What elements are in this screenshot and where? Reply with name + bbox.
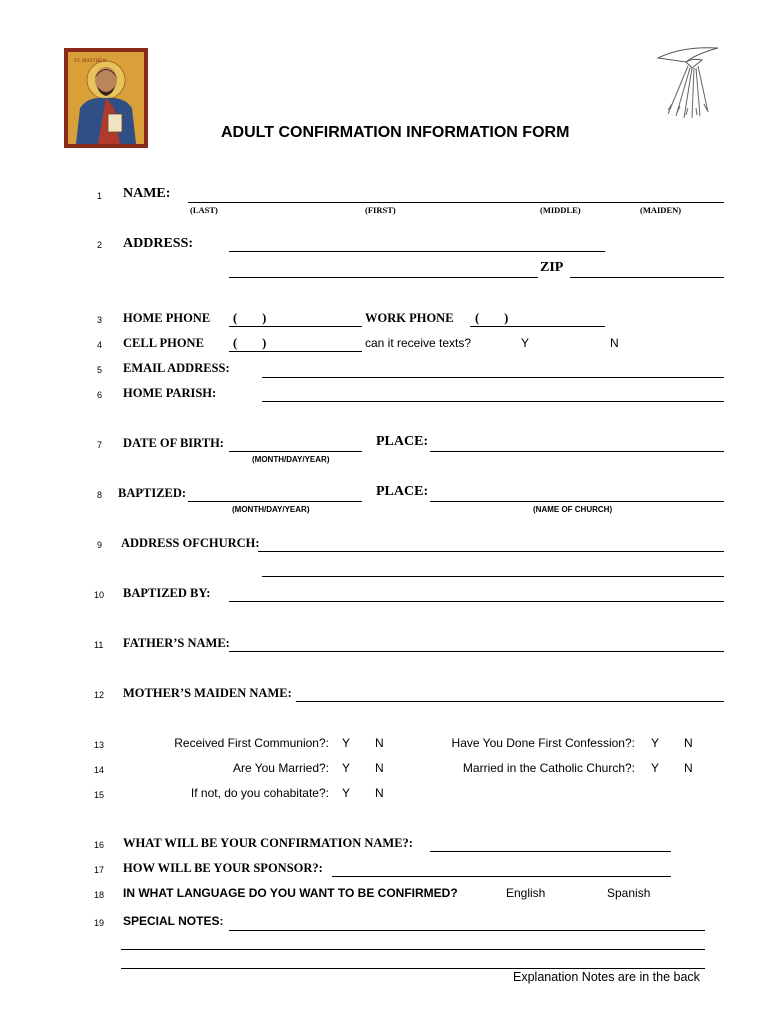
first-confession-yes[interactable]: Y xyxy=(651,736,660,750)
footer-note: Explanation Notes are in the back xyxy=(513,970,700,984)
address-line-1[interactable] xyxy=(229,251,605,252)
home-parish-label: HOME PARISH: xyxy=(123,386,217,400)
language-english[interactable]: English xyxy=(506,886,546,900)
home-phone-paren: ( ) xyxy=(233,311,267,325)
baptism-place-label: PLACE: xyxy=(376,484,429,499)
catholic-marriage-question: Married in the Catholic Church?: xyxy=(462,761,635,775)
form-title: ADULT CONFIRMATION INFORMATION FORM xyxy=(221,124,570,141)
baptized-by-label: BAPTIZED BY: xyxy=(123,586,211,600)
cell-phone-label: CELL PHONE xyxy=(123,336,204,350)
row-number: 9 xyxy=(97,540,103,550)
dob-sub: (MONTH/DAY/YEAR) xyxy=(252,455,330,464)
baptized-label: BAPTIZED: xyxy=(118,486,187,500)
icon-caption: ST. MATTHEW xyxy=(74,59,107,64)
cohabitate-no[interactable]: N xyxy=(375,786,384,800)
work-phone-line[interactable] xyxy=(470,326,605,327)
row-number: 15 xyxy=(94,790,105,800)
row-number: 8 xyxy=(97,490,103,500)
first-communion-question: Received First Communion?: xyxy=(174,736,329,750)
special-notes-label: SPECIAL NOTES: xyxy=(123,914,224,928)
special-notes-line-2[interactable] xyxy=(121,949,705,950)
church-address-line-1[interactable] xyxy=(258,551,724,552)
sponsor-line[interactable] xyxy=(332,876,671,877)
father-name-label: FATHER’S NAME: xyxy=(123,636,230,650)
language-question: IN WHAT LANGUAGE DO YOU WANT TO BE CONFIRMED? xyxy=(123,886,458,900)
sub-first: (FIRST) xyxy=(365,205,396,215)
first-communion-no[interactable]: N xyxy=(375,736,384,750)
baptized-sub: (MONTH/DAY/YEAR) xyxy=(232,505,310,514)
work-phone-label: WORK PHONE xyxy=(365,311,454,325)
row-number: 11 xyxy=(94,640,104,650)
sponsor-label: HOW WILL BE YOUR SPONSOR?: xyxy=(123,861,323,875)
zip-label: ZIP xyxy=(540,260,564,275)
first-communion-yes[interactable]: Y xyxy=(342,736,351,750)
catholic-marriage-no[interactable]: N xyxy=(684,761,693,775)
row-number: 7 xyxy=(97,440,103,450)
row-number: 1 xyxy=(97,191,103,201)
birth-place-line[interactable] xyxy=(430,451,724,452)
married-no[interactable]: N xyxy=(375,761,384,775)
row-number: 10 xyxy=(94,590,105,600)
baptism-place-line[interactable] xyxy=(430,501,724,502)
row-number: 14 xyxy=(94,765,105,775)
dove-icon xyxy=(652,44,724,120)
email-label: EMAIL ADDRESS: xyxy=(123,361,230,375)
language-spanish[interactable]: Spanish xyxy=(607,886,651,900)
address-line-2[interactable] xyxy=(229,277,538,278)
row-number: 5 xyxy=(97,365,103,375)
married-yes[interactable]: Y xyxy=(342,761,351,775)
dob-label: DATE OF BIRTH: xyxy=(123,436,224,450)
texts-question: can it receive texts? xyxy=(365,336,472,350)
mother-name-line[interactable] xyxy=(296,701,724,702)
cell-phone-paren: ( ) xyxy=(233,336,267,350)
birth-place-label: PLACE: xyxy=(376,434,429,449)
dob-line[interactable] xyxy=(229,451,362,452)
baptized-by-line[interactable] xyxy=(229,601,724,602)
texts-yes[interactable]: Y xyxy=(521,336,530,350)
sub-last: (LAST) xyxy=(190,205,218,215)
row-number: 13 xyxy=(94,740,105,750)
cohabitate-yes[interactable]: Y xyxy=(342,786,351,800)
special-notes-line-1[interactable] xyxy=(229,930,705,931)
row-number: 12 xyxy=(94,690,105,700)
mother-name-label: MOTHER’S MAIDEN NAME: xyxy=(123,686,292,700)
confirmation-name-label: WHAT WILL BE YOUR CONFIRMATION NAME?: xyxy=(123,836,413,850)
row-number: 16 xyxy=(94,840,105,850)
address-label: ADDRESS: xyxy=(123,236,194,251)
church-address-line-2[interactable] xyxy=(262,576,724,577)
texts-no[interactable]: N xyxy=(610,336,619,350)
married-question: Are You Married?: xyxy=(232,761,329,775)
father-name-line[interactable] xyxy=(229,651,724,652)
row-number: 2 xyxy=(97,240,103,250)
cell-phone-line[interactable] xyxy=(229,351,362,352)
row-number: 18 xyxy=(94,890,105,900)
row-number: 3 xyxy=(97,315,103,325)
catholic-marriage-yes[interactable]: Y xyxy=(651,761,660,775)
cohabitate-question: If not, do you cohabitate?: xyxy=(190,786,329,800)
row-number: 4 xyxy=(97,340,103,350)
first-confession-question: Have You Done First Confession?: xyxy=(451,736,635,750)
sub-middle: (MIDDLE) xyxy=(540,205,581,215)
row-number: 17 xyxy=(94,865,105,875)
name-label: NAME: xyxy=(123,186,171,201)
row-number: 19 xyxy=(94,918,105,928)
name-line[interactable] xyxy=(188,202,724,203)
home-phone-label: HOME PHONE xyxy=(123,311,211,325)
special-notes-line-3[interactable] xyxy=(121,968,705,969)
baptized-line[interactable] xyxy=(188,501,362,502)
email-line[interactable] xyxy=(262,377,724,378)
row-number: 6 xyxy=(97,390,103,400)
work-phone-paren: ( ) xyxy=(475,311,509,325)
home-phone-line[interactable] xyxy=(229,326,362,327)
zip-line[interactable] xyxy=(570,277,724,278)
confirmation-name-line[interactable] xyxy=(430,851,671,852)
church-address-label: ADDRESS OFCHURCH: xyxy=(121,536,260,550)
church-name-sub: (NAME OF CHURCH) xyxy=(533,505,613,514)
saint-icon-image xyxy=(64,48,148,148)
sub-maiden: (MAIDEN) xyxy=(640,205,682,215)
home-parish-line[interactable] xyxy=(262,401,724,402)
first-confession-no[interactable]: N xyxy=(684,736,693,750)
